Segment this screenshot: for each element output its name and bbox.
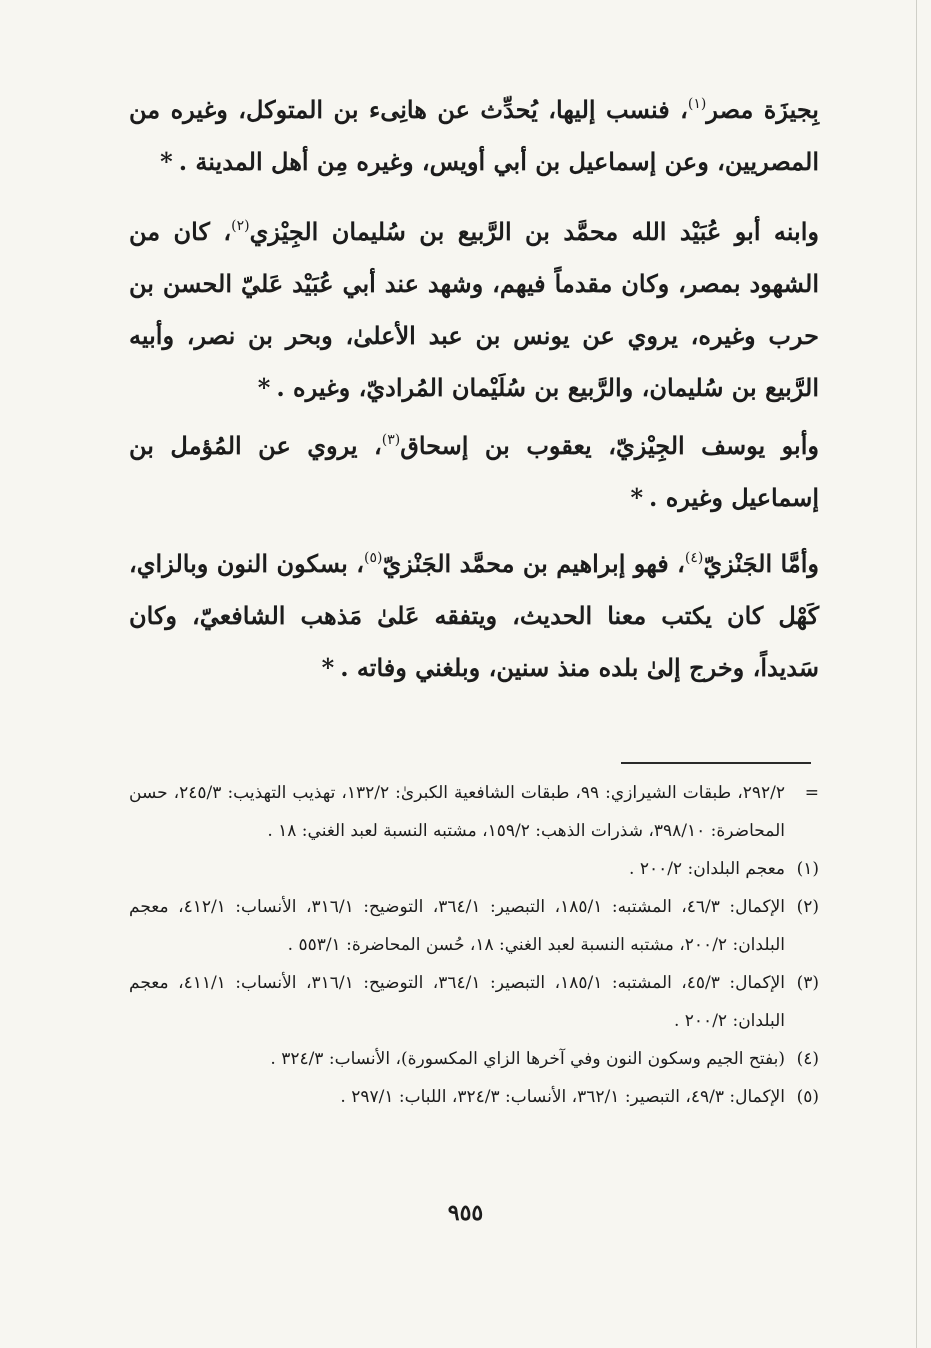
footnote-mark: (٣) [796, 973, 819, 993]
star-marker: * [630, 483, 644, 512]
paragraph-text: وأبو يوسف الجِيْزيّ، يعقوب بن إسحاق [400, 431, 819, 460]
footnote-reference[interactable]: (٤) [684, 550, 704, 566]
footnote-text: الإكمال: ٤٩/٣، التبصير: ٣٦٢/١، الأنساب: ٣٢٤/٣، اللباب: ٢٩٧/١ . [340, 1087, 785, 1107]
footnote-text: الإكمال: ٤٥/٣، المشتبه: ١٨٥/١، التبصير: ٣٦٤/١، التوضيح: ٣١٦/١، الأنساب: ٤١١/١، معجم البلدان: ٢٠٠/٢ . [129, 973, 785, 1031]
paragraph-text: ، بسكون النون وبالزاي، كَهْل كان يكتب معنا الحديث، ويتفقه عَلىٰ مَذهب الشافعيّ، وكان سَديداً، وخرج إلىٰ بلده منذ سنين، وبلغني وفاته . [129, 549, 819, 682]
star-marker: * [257, 373, 271, 402]
footnote-2 [129, 888, 819, 964]
main-paragraph-4 [129, 532, 819, 694]
paragraph-text: ، يروي عن المُؤمل بن إسماعيل وغيره . [129, 431, 819, 512]
footnote-reference[interactable]: (٣) [381, 432, 401, 448]
footnote-continuation [129, 774, 819, 850]
footnote-reference[interactable]: (٥) [363, 550, 383, 566]
footnote-mark: (٤) [796, 1049, 819, 1069]
paragraph-text: ، فنسب إليها، يُحدِّث عن هانِىء بن المتوكل، وغيره من المصريين، وعن إسماعيل بن أبي أويس، وغيره مِن أهل المدينة . [129, 95, 819, 176]
paragraph-text: بِجيزَة مصر [706, 95, 819, 124]
footnote-mark: (١) [796, 859, 819, 879]
footnote-4 [129, 1040, 819, 1078]
paragraph-text: ، كان من الشهود بمصر، وكان مقدماً فيهم، وشهد عند أبي عُبَيْد عَليّ الحسن بن حرب وغيره، يروي عن يونس بن عبد الأعلىٰ، وبحر بن نصر، وأبيه الرَّبيع بن سُليمان، والرَّبيع بن سُلَيْمان المُراديّ، وغيره . [129, 217, 819, 402]
footnotes-list [129, 774, 819, 1116]
footnote-separator [621, 762, 811, 764]
star-marker: * [160, 147, 173, 176]
footnote-text: (بفتح الجيم وسكون النون وفي آخرها الزاي المكسورة)، الأنساب: ٣٢٤/٣ . [270, 1049, 785, 1069]
paragraph-text: وأمَّا الجَنْزيّ [703, 549, 819, 578]
footnote-mark: (٢) [796, 897, 819, 917]
main-paragraph-2 [129, 200, 819, 414]
footnote-mark: (٥) [796, 1087, 819, 1107]
main-paragraph-1 [129, 78, 819, 188]
footnote-text: معجم البلدان: ٢٠٠/٢ . [629, 859, 785, 879]
main-paragraph-3 [129, 414, 819, 524]
footnote-text: ٢٩٢/٢، طبقات الشيرازي: ٩٩، طبقات الشافعية الكبرىٰ: ١٣٢/٢، تهذيب التهذيب: ٢٤٥/٣، حسن المحاضرة: ٣٩٨/١٠، شذرات الذهب: ١٥٩/٢، مشتبه النسبة لعبد الغني: ١٨ . [129, 783, 785, 841]
footnote-reference[interactable]: (٢) [231, 218, 250, 234]
footnote-mark: = [804, 783, 819, 803]
footnote-reference[interactable]: (١) [687, 96, 707, 112]
footnote-3 [129, 964, 819, 1040]
paragraph-text: ، فهو إبراهيم بن محمَّد الجَنْزيّ [382, 549, 685, 578]
footnote-5 [129, 1078, 819, 1116]
scan-edge-line [916, 0, 917, 1348]
footnote-1 [129, 850, 819, 888]
footnote-text: الإكمال: ٤٦/٣، المشتبه: ١٨٥/١، التبصير: ٣٦٤/١، التوضيح: ٣١٦/١، الأنساب: ٤١٢/١، معجم البلدان: ٢٠٠/٢، مشتبه النسبة لعبد الغني: ١٨، حُسن المحاضرة: ٥٥٣/١ . [129, 897, 785, 955]
page-number: ٩٥٥ [447, 1200, 484, 1226]
paragraph-text: وابنه أبو عُبَيْد الله محمَّد بن الرَّبيع بن سُليمان الجِيْزي [249, 217, 819, 246]
star-marker: * [321, 653, 335, 682]
